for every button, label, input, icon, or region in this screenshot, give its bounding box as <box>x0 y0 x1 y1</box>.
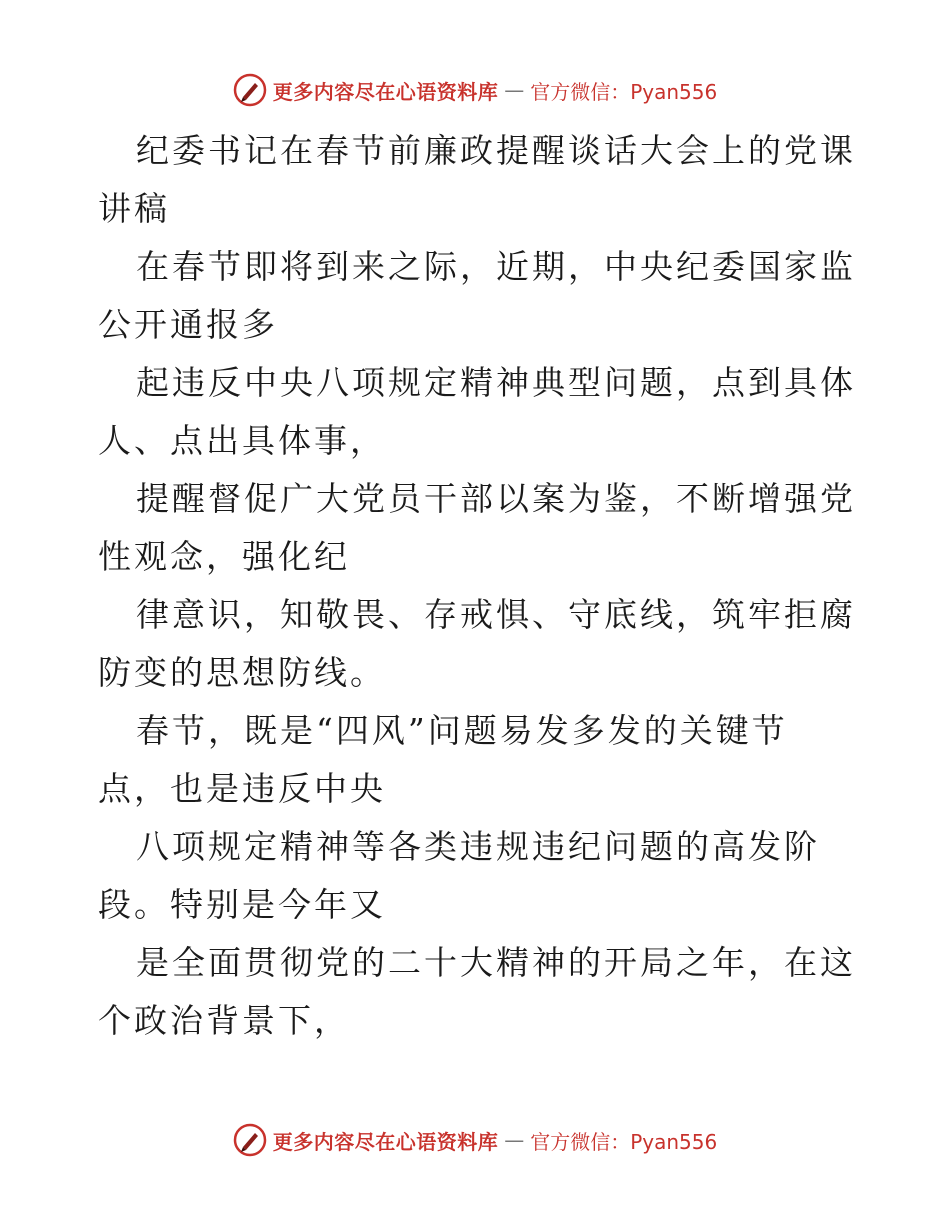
paragraph-1: 纪委书记在春节前廉政提醒谈话大会上的党课讲稿 <box>98 131 856 228</box>
pen-logo-icon <box>233 1123 267 1157</box>
paragraph-8: 是全面贯彻党的二十大精神的开局之年，在这个政治背景下， <box>98 943 856 1040</box>
watermark-separator: — <box>504 78 525 102</box>
watermark-text: 更多内容尽在心语资料库 <box>272 79 499 104</box>
watermark-account: 官方微信：Pyan556 <box>530 1129 718 1154</box>
document-body <box>98 122 858 1050</box>
paragraph-6: 春节，既是“四风”问题易发多发的关键节点，也是违反中央 <box>98 711 788 808</box>
paragraph-4: 提醒督促广大党员干部以案为鉴，不断增强党性观念，强化纪 <box>98 479 856 576</box>
watermark-account: 官方微信：Pyan556 <box>530 79 718 104</box>
header-watermark <box>0 70 950 110</box>
watermark-text: 更多内容尽在心语资料库 <box>272 1129 499 1154</box>
paragraph-7: 八项规定精神等各类违规违纪问题的高发阶段。特别是今年又 <box>98 827 820 924</box>
footer-watermark <box>0 1120 950 1160</box>
watermark-separator: — <box>504 1128 525 1152</box>
paragraph-2: 在春节即将到来之际，近期，中央纪委国家监公开通报多 <box>98 247 856 344</box>
pen-logo-icon <box>233 73 267 107</box>
paragraph-5: 律意识，知敬畏、存戒惧、守底线，筑牢拒腐防变的思想防线。 <box>98 595 856 692</box>
paragraph-3: 起违反中央八项规定精神典型问题，点到具体人、点出具体事， <box>98 363 856 460</box>
